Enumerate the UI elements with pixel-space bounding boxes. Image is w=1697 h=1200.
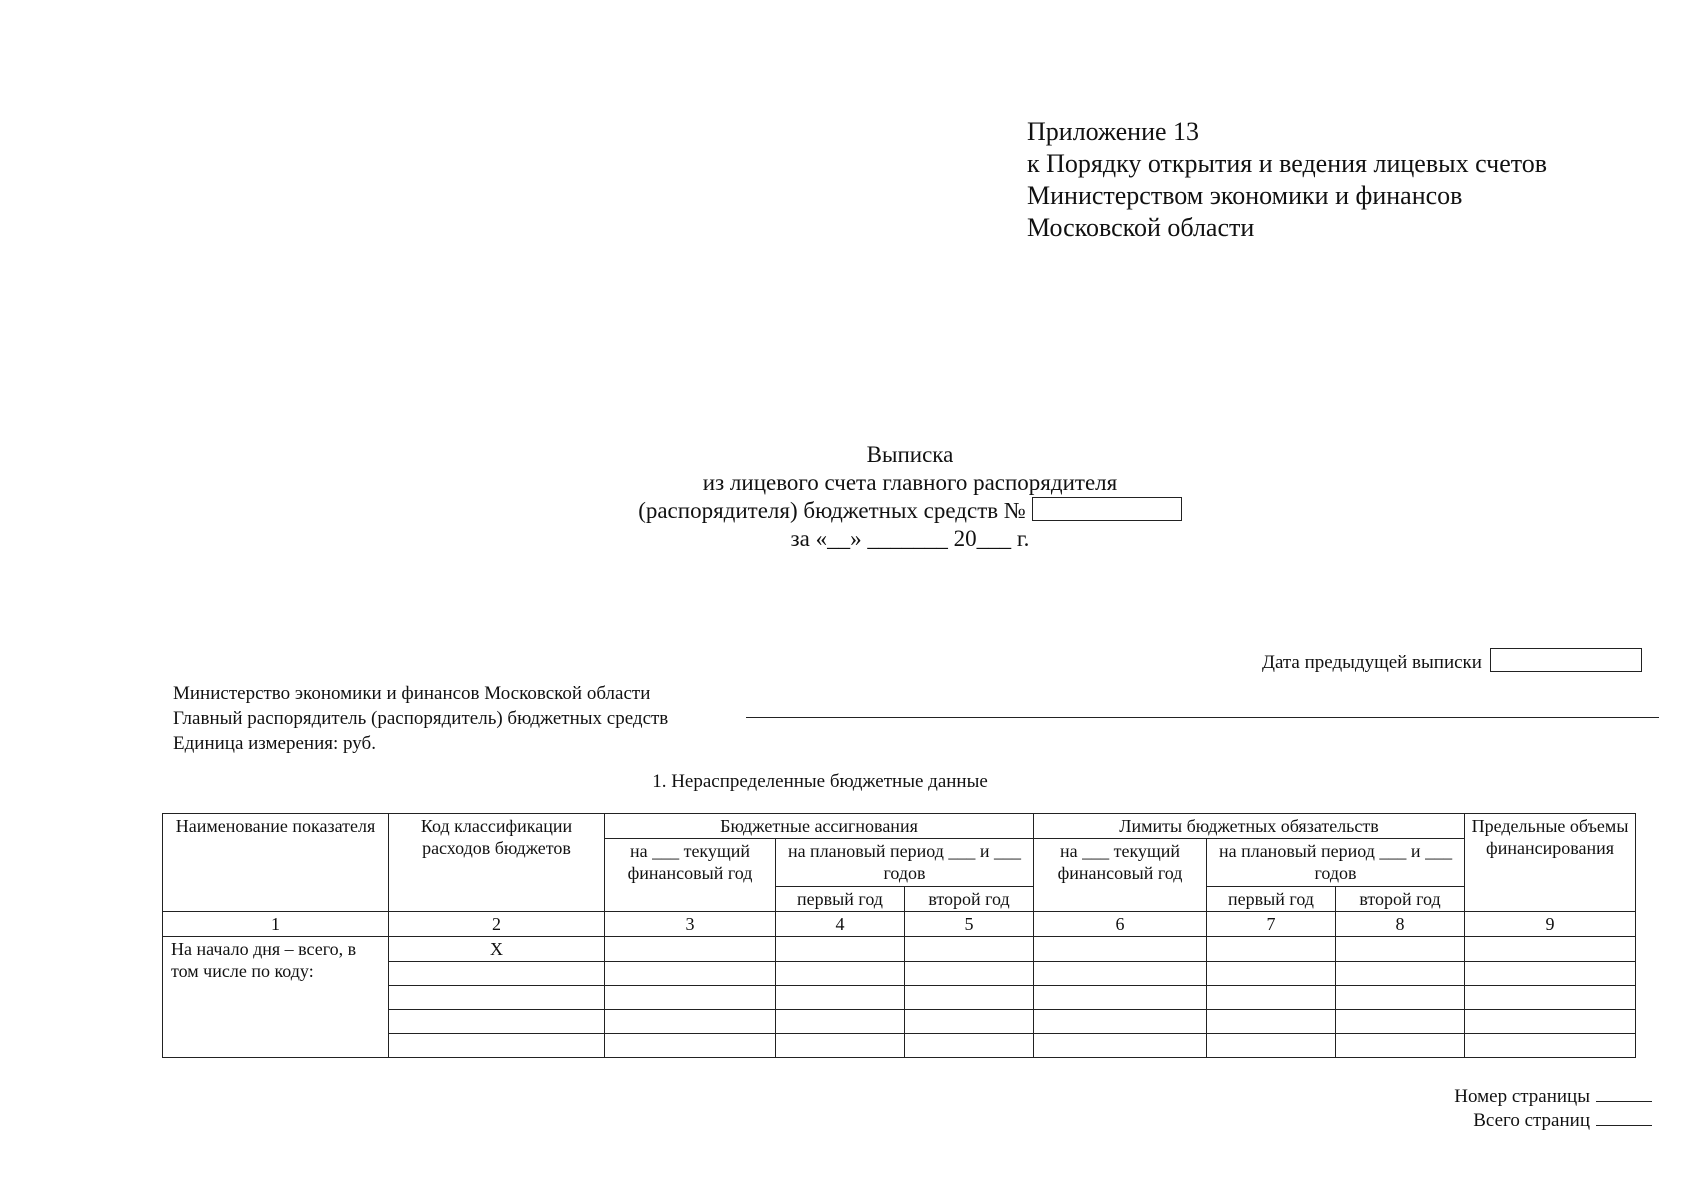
total-pages-blank[interactable]	[1596, 1111, 1652, 1126]
table-cell[interactable]	[1465, 937, 1636, 962]
table-cell[interactable]	[389, 986, 605, 1010]
table-cell[interactable]	[905, 937, 1034, 962]
section-title: 1. Нераспределенные бюджетные данные	[652, 771, 988, 792]
row-label: На начало дня – всего, в том числе по коду:	[163, 937, 389, 1058]
header-limits-current-year: на ___ текущий финансовый год	[1034, 839, 1207, 912]
previous-statement-label: Дата предыдущей выписки	[1262, 652, 1482, 673]
table-cell[interactable]	[1034, 1034, 1207, 1058]
table-cell[interactable]	[1465, 962, 1636, 986]
title-line-3-text: (распорядителя) бюджетных средств №	[638, 498, 1026, 523]
header-name: Наименование показателя	[163, 814, 389, 912]
table-cell[interactable]	[776, 937, 905, 962]
table-cell[interactable]	[905, 1034, 1034, 1058]
info-unit: Единица измерения: руб.	[173, 733, 376, 754]
header-code: Код классификации расходов бюджетов	[389, 814, 605, 912]
table-cell[interactable]	[1465, 1034, 1636, 1058]
title-line-2: из лицевого счета главного распорядителя	[702, 470, 1118, 495]
header-row-1	[163, 814, 1636, 839]
table-cell[interactable]	[1336, 937, 1465, 962]
header-assign-first-year: первый год	[776, 887, 905, 912]
total-pages-label: Всего страниц	[1473, 1110, 1590, 1131]
annex-line-2: к Порядку открытия и ведения лицевых счетов	[1027, 149, 1548, 178]
table-cell[interactable]	[1336, 962, 1465, 986]
table-cell[interactable]	[605, 962, 776, 986]
col-number: 7	[1207, 912, 1336, 937]
table-cell[interactable]	[389, 1010, 605, 1034]
table-cell[interactable]	[1465, 986, 1636, 1010]
table-cell[interactable]	[1207, 937, 1336, 962]
header-limits-second-year: второй год	[1336, 887, 1465, 912]
title-line-1: Выписка	[866, 442, 954, 467]
total-pages-line	[1454, 1109, 1652, 1133]
header-assign-current-year: на ___ текущий финансовый год	[605, 839, 776, 912]
table-cell[interactable]	[605, 986, 776, 1010]
table-cell[interactable]	[1465, 1010, 1636, 1034]
col-number: 1	[163, 912, 389, 937]
account-number-box[interactable]	[1032, 497, 1182, 521]
table-row	[163, 937, 1636, 962]
header-limits-plan-period: на плановый период ___ и ___ годов	[1207, 839, 1465, 887]
header-limits: Лимиты бюджетных обязательств	[1034, 814, 1465, 839]
table-cell[interactable]	[389, 962, 605, 986]
table-cell[interactable]	[905, 1010, 1034, 1034]
header-financing: Предельные объемы финансирования	[1465, 814, 1636, 912]
col-number: 6	[1034, 912, 1207, 937]
header-info	[173, 681, 668, 756]
table-cell[interactable]	[1034, 962, 1207, 986]
annex-line-1: Приложение 13	[1027, 117, 1200, 146]
annex-line-4: Московской области	[1027, 213, 1255, 242]
previous-statement-date	[1262, 648, 1642, 674]
annex-header	[1027, 116, 1547, 244]
title-line-4: за «__» _______ 20___ г.	[790, 526, 1030, 551]
title-line-3	[560, 497, 1260, 525]
table-cell[interactable]	[605, 1010, 776, 1034]
header-assignments: Бюджетные ассигнования	[605, 814, 1034, 839]
table-cell[interactable]	[776, 962, 905, 986]
column-number-row	[163, 912, 1636, 937]
table-cell[interactable]	[1034, 1010, 1207, 1034]
table-cell[interactable]	[389, 1034, 605, 1058]
page-number-label: Номер страницы	[1454, 1086, 1590, 1107]
table-cell[interactable]	[776, 986, 905, 1010]
info-ministry: Министерство экономики и финансов Московской области	[173, 683, 651, 704]
info-budget-manager: Главный распорядитель (распорядитель) бюджетных средств	[173, 708, 669, 729]
page-number-blank[interactable]	[1596, 1087, 1652, 1102]
col-number: 9	[1465, 912, 1636, 937]
page-number-line	[1454, 1085, 1652, 1109]
col-number: 3	[605, 912, 776, 937]
col-number: 4	[776, 912, 905, 937]
header-assign-plan-period: на плановый период ___ и ___ годов	[776, 839, 1034, 887]
table-cell[interactable]	[776, 1010, 905, 1034]
table-cell[interactable]	[905, 962, 1034, 986]
table-cell[interactable]	[1034, 937, 1207, 962]
table-cell[interactable]	[1336, 1034, 1465, 1058]
annex-line-3: Министерством экономики и финансов	[1027, 181, 1463, 210]
table-cell[interactable]	[1336, 1010, 1465, 1034]
code-mark: Х	[389, 937, 605, 962]
table-cell[interactable]	[776, 1034, 905, 1058]
table-cell[interactable]	[1207, 962, 1336, 986]
table-cell[interactable]	[1207, 1034, 1336, 1058]
budget-manager-underline[interactable]	[746, 717, 1659, 718]
document-title	[560, 441, 1260, 553]
table-cell[interactable]	[605, 937, 776, 962]
budget-data-table	[162, 813, 1636, 1058]
table-cell[interactable]	[1336, 986, 1465, 1010]
col-number: 5	[905, 912, 1034, 937]
previous-statement-date-box[interactable]	[1490, 648, 1642, 672]
table-cell[interactable]	[905, 986, 1034, 1010]
table-cell[interactable]	[1207, 1010, 1336, 1034]
header-assign-second-year: второй год	[905, 887, 1034, 912]
header-limits-first-year: первый год	[1207, 887, 1336, 912]
table-cell[interactable]	[605, 1034, 776, 1058]
page-footer	[1454, 1085, 1652, 1133]
table-cell[interactable]	[1034, 986, 1207, 1010]
col-number: 2	[389, 912, 605, 937]
table-cell[interactable]	[1207, 986, 1336, 1010]
col-number: 8	[1336, 912, 1465, 937]
